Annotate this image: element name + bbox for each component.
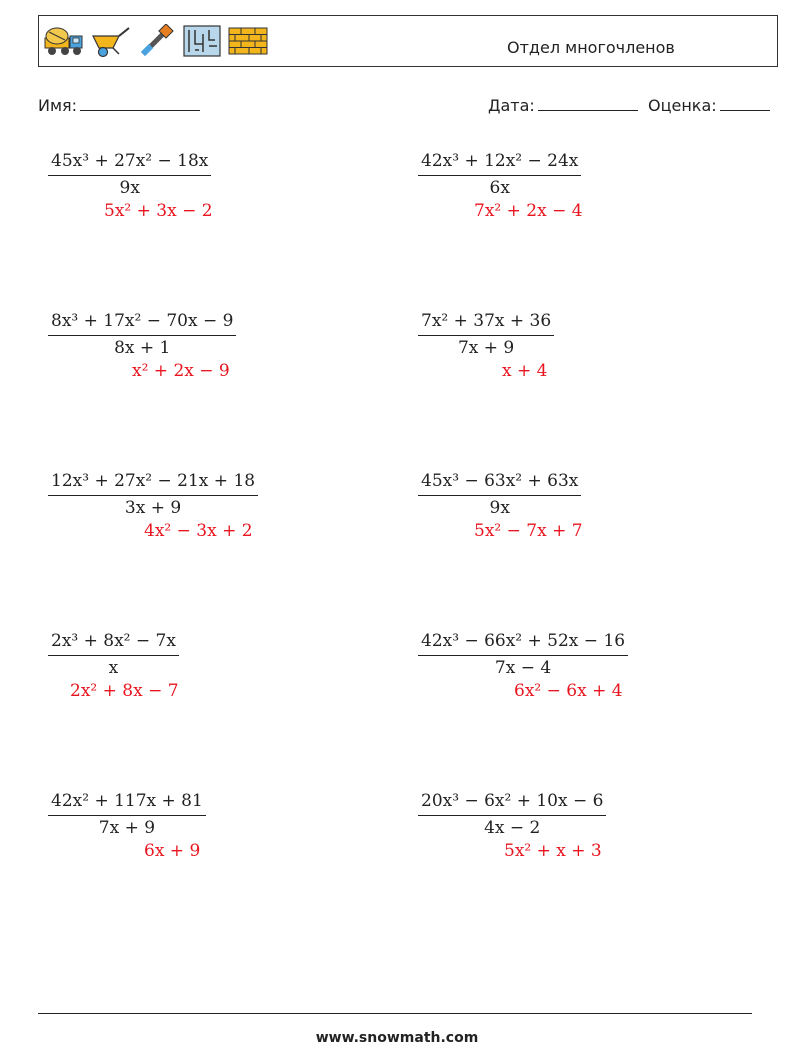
problem-9	[48, 790, 206, 839]
answer-2: 7x² + 2x − 4	[474, 201, 583, 221]
brick-wall-icon	[227, 24, 269, 58]
name-blank[interactable]	[80, 94, 200, 111]
score-field[interactable]	[648, 94, 770, 115]
fraction	[418, 630, 628, 679]
fraction	[418, 790, 606, 839]
name-label: Имя:	[38, 96, 78, 115]
denominator: 4x − 2	[418, 815, 606, 839]
numerator: 45x³ − 63x² + 63x	[421, 471, 579, 491]
answer-1: 5x² + 3x − 2	[104, 201, 213, 221]
problem-2	[418, 150, 581, 199]
denominator: 3x + 9	[48, 495, 258, 519]
fraction	[48, 150, 211, 199]
fraction	[418, 150, 581, 199]
answer-5: 4x² − 3x + 2	[144, 521, 253, 541]
worksheet-header	[38, 15, 778, 67]
problem-4	[418, 310, 554, 359]
answer-7: 2x² + 8x − 7	[70, 681, 179, 701]
numerator: 20x³ − 6x² + 10x − 6	[421, 791, 604, 811]
answer-4: x + 4	[502, 361, 548, 381]
fraction	[48, 310, 236, 359]
answer-10: 5x² + x + 3	[504, 841, 602, 861]
numerator: 2x³ + 8x² − 7x	[51, 631, 176, 651]
problem-8	[418, 630, 628, 679]
denominator: 6x	[418, 175, 581, 199]
denominator: 9x	[48, 175, 211, 199]
denominator: 8x + 1	[48, 335, 236, 359]
answer-6: 5x² − 7x + 7	[474, 521, 583, 541]
fraction	[48, 630, 179, 679]
fraction	[48, 470, 258, 519]
cement-mixer-truck-icon	[43, 24, 85, 58]
numerator: 42x² + 117x + 81	[51, 791, 203, 811]
fraction	[418, 470, 581, 519]
problem-6	[418, 470, 581, 519]
fraction	[418, 310, 554, 359]
header-icons	[43, 24, 269, 60]
footer-link[interactable]: www.snowmath.com	[315, 1030, 479, 1046]
date-label: Дата:	[488, 96, 535, 115]
score-blank[interactable]	[720, 94, 770, 111]
answer-3: x² + 2x − 9	[132, 361, 230, 381]
date-blank[interactable]	[538, 94, 638, 111]
answer-8: 6x² − 6x + 4	[514, 681, 623, 701]
date-field[interactable]	[488, 94, 638, 115]
denominator: x	[48, 655, 179, 679]
numerator: 42x³ − 66x² + 52x − 16	[421, 631, 626, 651]
worksheet-title: Отдел многочленов	[507, 38, 675, 57]
denominator: 7x + 9	[418, 335, 554, 359]
name-field[interactable]	[38, 94, 200, 115]
problem-7	[48, 630, 179, 679]
maze-icon	[181, 24, 223, 58]
numerator: 7x² + 37x + 36	[421, 311, 552, 331]
problem-1	[48, 150, 211, 199]
score-label: Оценка:	[648, 96, 717, 115]
denominator: 7x + 9	[48, 815, 206, 839]
answer-9: 6x + 9	[144, 841, 201, 861]
wheelbarrow-icon	[89, 24, 131, 58]
fraction	[48, 790, 206, 839]
pipe-wrench-icon	[135, 24, 177, 58]
denominator: 7x − 4	[418, 655, 628, 679]
problem-10	[418, 790, 606, 839]
numerator: 45x³ + 27x² − 18x	[51, 151, 209, 171]
numerator: 12x³ + 27x² − 21x + 18	[51, 471, 256, 491]
problem-3	[48, 310, 236, 359]
footer-divider	[38, 1013, 752, 1014]
numerator: 42x³ + 12x² − 24x	[421, 151, 579, 171]
numerator: 8x³ + 17x² − 70x − 9	[51, 311, 234, 331]
denominator: 9x	[418, 495, 581, 519]
problem-5	[48, 470, 258, 519]
